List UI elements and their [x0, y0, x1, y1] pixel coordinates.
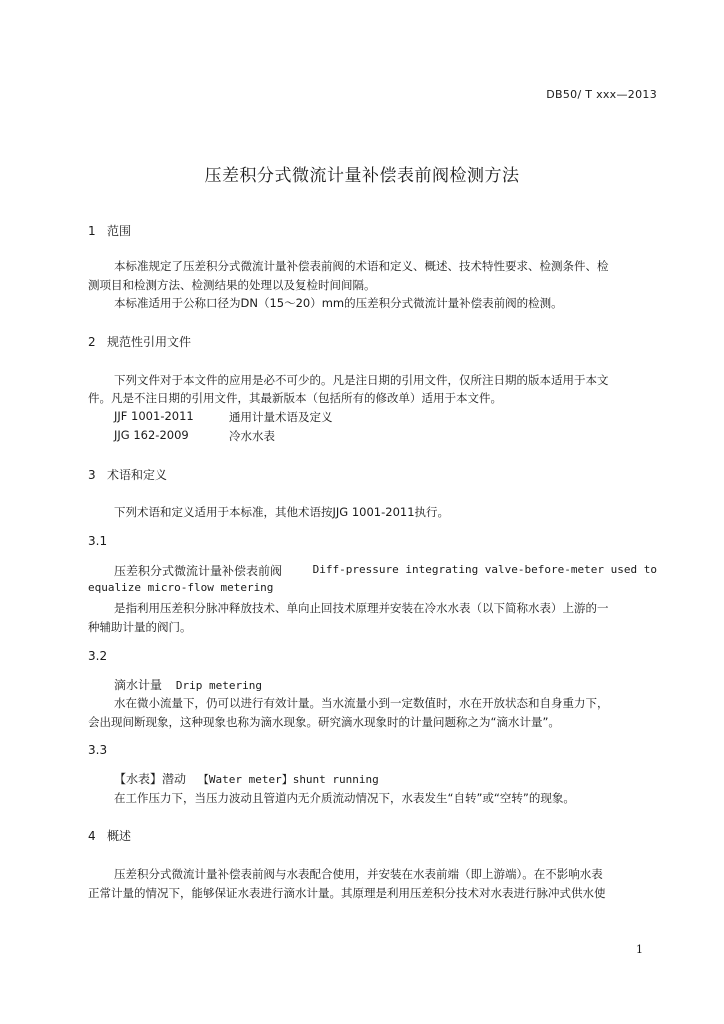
paragraph-line: 下列文件对于本文件的应用是必不可少的。凡是注日期的引用文件，仅所注日期的版本适用于本文	[114, 373, 609, 387]
section-number: 4	[88, 829, 96, 843]
reference-code: JJF 1001-2011	[114, 409, 194, 423]
section-number: 3	[88, 468, 96, 482]
paragraph-line: 本标准规定了压差积分式微流计量补偿表前阀的术语和定义、概述、技术特性要求、检测条件、检	[114, 259, 609, 273]
paragraph-line: 测项目和检测方法、检测结果的处理以及复检时间间隔。	[88, 278, 376, 292]
paragraph-line: 本标准适用于公称口径为DN（15～20）mm的压差积分式微流计量补偿表前阀的检测。	[114, 296, 563, 310]
subsection-number: 3.3	[88, 743, 108, 757]
paragraph-line: 件。凡是不注日期的引用文件，其最新版本（包括所有的修改单）适用于本文件。	[88, 391, 502, 405]
definition-line: 种辅助计量的阀门。	[88, 620, 192, 634]
section-title: 概述	[107, 829, 132, 843]
paragraph-line: 下列术语和定义适用于本标准，其他术语按JJG 1001-2011执行。	[114, 505, 450, 519]
section-3-heading	[88, 466, 167, 483]
section-title: 术语和定义	[107, 468, 168, 482]
document-title: 压差积分式微流计量补偿表前阀检测方法	[204, 166, 520, 186]
term-english: Drip metering	[175, 679, 262, 692]
paragraph-line: 压差积分式微流计量补偿表前阀与水表配合使用，并安装在水表前端（即上游端）。在不影响水表	[114, 867, 603, 881]
term-english: equalize micro-flow metering	[88, 581, 274, 594]
term-chinese: 【水表】潜动	[114, 772, 187, 786]
subsection-number: 3.1	[88, 534, 108, 548]
reference-name: 冷水水表	[229, 429, 275, 443]
term-line	[114, 676, 262, 693]
definition-line: 在工作压力下，当压力波动且管道内无介质流动情况下，水表发生“自转”或“空转”的现象。	[114, 791, 575, 805]
definition-line: 水在微小流量下，仍可以进行有效计量。当水流量小到一定数值时，水在开放状态和自身重力下，	[114, 696, 609, 710]
reference-name: 通用计量术语及定义	[229, 410, 333, 424]
term-chinese: 滴水计量	[114, 678, 163, 692]
term-line	[114, 770, 379, 787]
term-english: Diff-pressure integrating valve-before-meter used to	[312, 563, 657, 576]
section-2-heading	[88, 333, 191, 350]
standard-code: DB50/ T xxx—2013	[546, 88, 657, 101]
section-title: 规范性引用文件	[107, 335, 192, 349]
page-number: 1	[636, 943, 643, 956]
term-line	[114, 562, 282, 579]
section-4-heading	[88, 827, 131, 844]
subsection-number: 3.2	[88, 649, 108, 663]
reference-code: JJG 162-2009	[114, 428, 189, 442]
term-english: 【Water meter】shunt running	[197, 773, 379, 786]
paragraph-line: 正常计量的情况下，能够保证水表进行滴水计量。其原理是利用压差积分技术对水表进行脉冲式供水使	[88, 886, 606, 900]
section-number: 2	[88, 335, 96, 349]
term-chinese: 压差积分式微流计量补偿表前阀	[114, 564, 283, 578]
section-number: 1	[88, 224, 96, 238]
definition-line: 会出现间断现象，这种现象也称为滴水现象。研究滴水现象时的计量问题称之为“滴水计量”。	[88, 715, 560, 729]
section-title: 范围	[107, 224, 132, 238]
definition-line: 是指利用压差积分脉冲释放技术、单向止回技术原理并安装在冷水水表（以下简称水表）上游的一	[114, 601, 609, 615]
section-1-heading	[88, 222, 131, 239]
